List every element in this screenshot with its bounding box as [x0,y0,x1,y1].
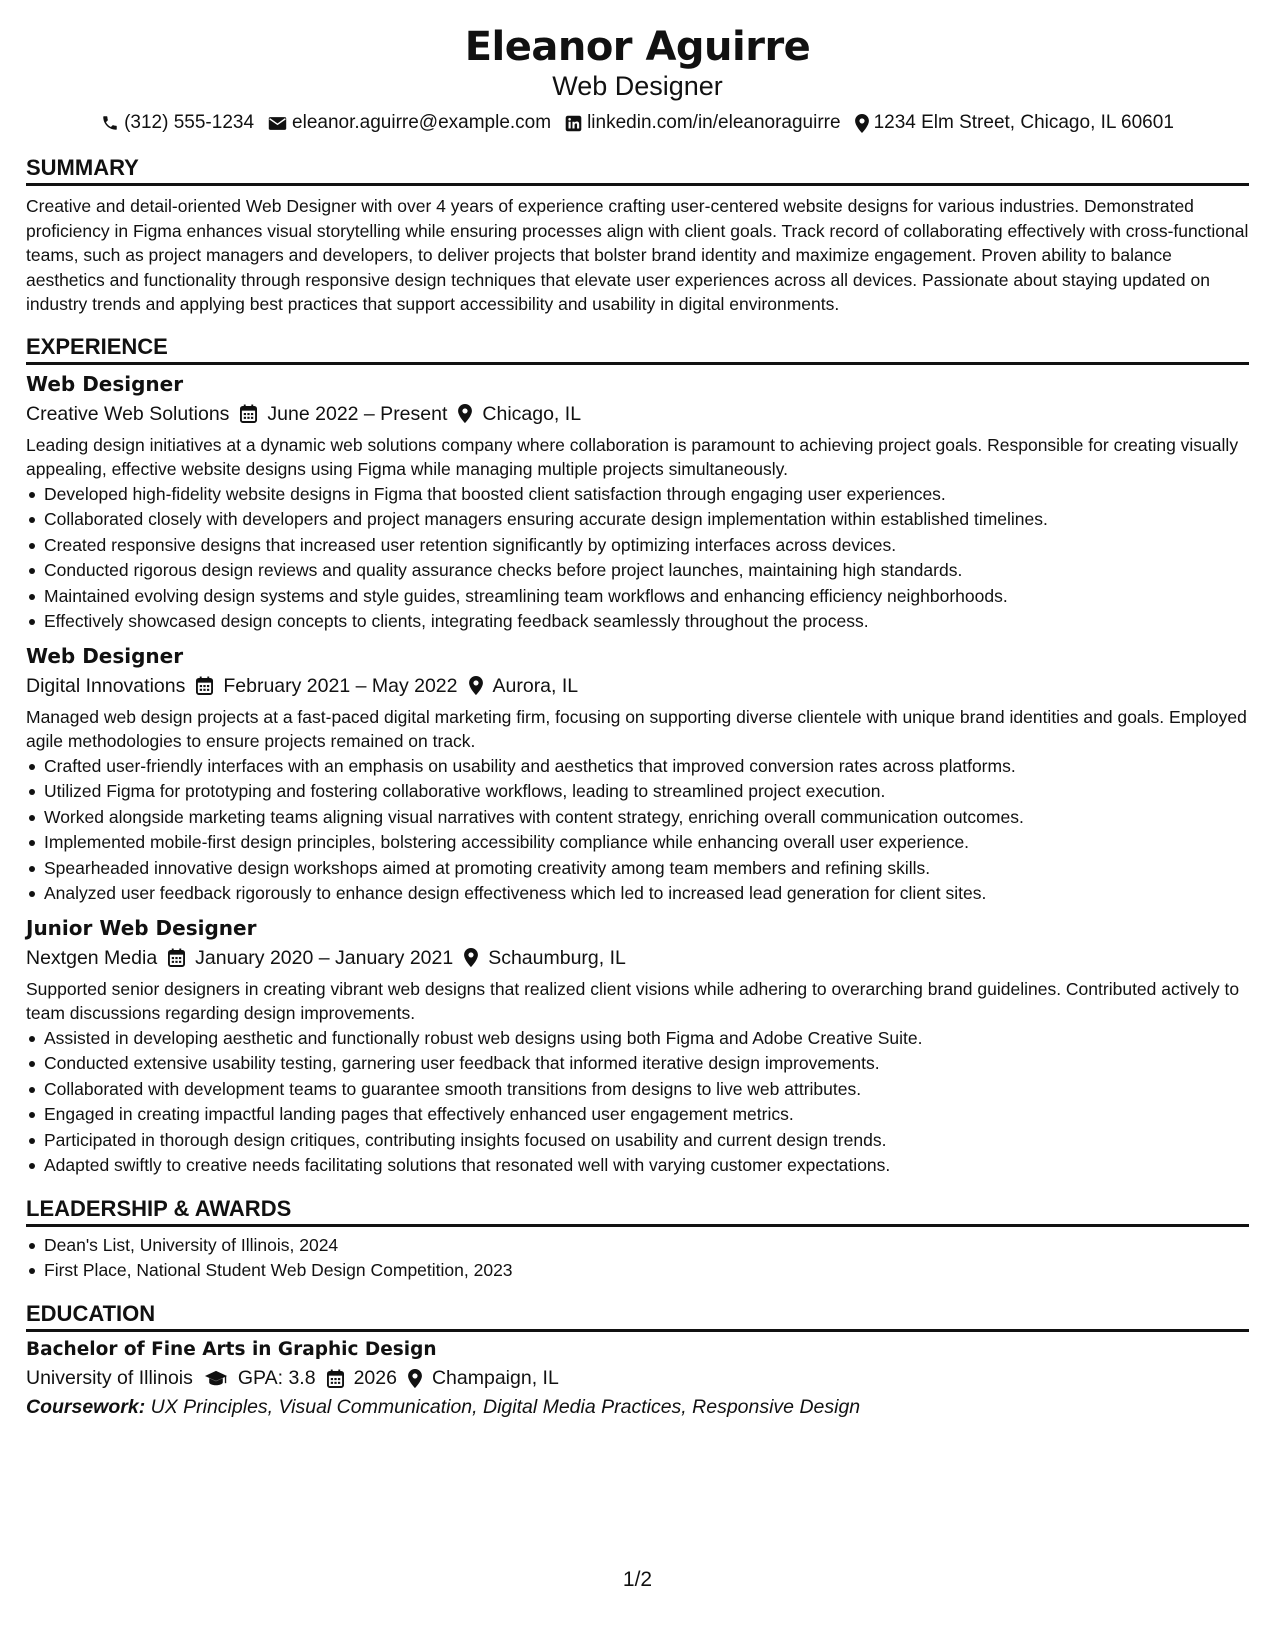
job-dates [240,399,447,429]
job-company: Creative Web Solutions [26,402,230,425]
contact-email-text: eleanor.aguirre@example.com [292,112,552,133]
section-title-summary: SUMMARY [26,148,1249,186]
list-item: First Place, National Student Web Design Competition, 2023 [44,1258,1249,1284]
calendar-icon [327,1369,344,1388]
graduation-cap-icon [204,1370,228,1387]
contact-address [855,110,1174,136]
list-item: Worked alongside marketing teams aligning visual narratives with content strategy, enriching overall communication outcomes. [44,805,1249,831]
contact-linkedin[interactable] [565,110,840,136]
education-location [408,1364,559,1393]
calendar-icon [196,676,213,695]
list-item: Assisted in developing aesthetic and functionally robust web designs using both Figma and Adobe Creative Suite. [44,1026,1249,1052]
job-company: Digital Innovations [26,674,186,697]
job-location-text: Aurora, IL [492,674,579,697]
coursework-label: Coursework: [26,1395,146,1418]
job-location-text: Chicago, IL [482,402,582,425]
job-bullets [26,754,1249,907]
job-title: Junior Web Designer [26,915,257,940]
contact-phone[interactable] [101,110,254,136]
job-location [458,399,581,429]
list-item: Maintained evolving design systems and style guides, streamlining team workflows and enhancing efficiency neighborhoods. [44,584,1249,610]
job-description: Supported senior designers in creating vibrant web designs that realized client visions while adhering to overarching brand guidelines. Contributed actively to team discussions regarding design improvements. [26,978,1240,1023]
job-meta [26,943,1249,973]
job-location [469,671,579,701]
envelope-icon [268,116,287,131]
job-entry [26,641,1249,907]
contact-email[interactable] [268,110,551,136]
linkedin-icon [565,115,582,132]
job-dates-text: February 2021 – May 2022 [223,674,458,697]
map-pin-icon [855,114,869,133]
job-dates [168,943,453,973]
candidate-name: Eleanor Aguirre [464,24,811,70]
education-year [327,1364,397,1393]
job-description: Managed web design projects at a fast-paced digital marketing firm, focusing on supporting diverse clientele with unique brand identities and goals. Employed agile methodologies to ensure projects remained on track. [26,706,1247,751]
summary-text: Creative and detail-oriented Web Designer with over 4 years of experience crafting user-centered website designs for various industries. Demonstrated proficiency in Figma enhances visual storytelling while ensuring processes align with client goals. Track record of collaborating effectively with cross-functional teams, such as project managers and developers, to deliver projects that bolster brand identity and maximize engagement. Proven ability to balance aesthetics and functionality through responsive design techniques that elevate user experiences across all devices. Passionate about staying updated on industry trends and applying best practices that support accessibility and usability in digital environments. [26,196,1249,314]
education-coursework [26,1393,1249,1421]
list-item: Crafted user-friendly interfaces with an emphasis on usability and aesthetics that improved conversion rates across platforms. [44,754,1249,780]
job-description: Leading design initiatives at a dynamic web solutions company where collaboration is paramount to achieving project goals. Responsible for creating visually appealing, effective website designs using Figma while managing multiple projects simultaneously. [26,434,1239,479]
map-pin-icon [469,676,483,695]
calendar-icon [168,948,185,967]
map-pin-icon [408,1369,422,1388]
job-meta [26,399,1249,429]
education-gpa [204,1364,316,1393]
list-item: Dean's List, University of Illinois, 2024 [44,1233,1249,1259]
map-pin-icon [458,404,472,423]
awards-section [26,1189,1249,1284]
coursework-list: UX Principles, Visual Communication, Digital Media Practices, Responsive Design [150,1395,861,1418]
list-item: Conducted extensive usability testing, garnering user feedback that informed iterative design improvements. [44,1051,1249,1077]
phone-icon [101,114,119,132]
contact-address-text: 1234 Elm Street, Chicago, IL 60601 [873,112,1174,133]
map-pin-icon [464,948,478,967]
education-gpa-text: GPA: 3.8 [237,1366,316,1389]
list-item: Adapted swiftly to creative needs facilitating solutions that resonated well with varying customer expectations. [44,1153,1249,1179]
job-bullets [26,482,1249,635]
job-title: Web Designer [26,643,184,668]
list-item: Created responsive designs that increased user retention significantly by optimizing interfaces across devices. [44,533,1249,559]
job-meta [26,671,1249,701]
awards-list [26,1233,1249,1284]
job-dates-text: June 2022 – Present [267,402,448,425]
list-item: Implemented mobile-first design principles, bolstering accessibility compliance while enhancing overall user experience. [44,830,1249,856]
list-item: Utilized Figma for prototyping and fostering collaborative workflows, leading to streamlined project execution. [44,779,1249,805]
education-school: University of Illinois [26,1366,193,1389]
job-company: Nextgen Media [26,946,158,969]
candidate-role: Web Designer [552,71,723,101]
summary-section [26,148,1249,317]
list-item: Effectively showcased design concepts to clients, integrating feedback seamlessly throughout the process. [44,609,1249,635]
list-item: Collaborated with development teams to guarantee smooth transitions from designs to live web attributes. [44,1077,1249,1103]
list-item: Conducted rigorous design reviews and quality assurance checks before project launches, maintaining high standards. [44,558,1249,584]
contact-phone-text: (312) 555-1234 [124,112,255,133]
education-section [26,1294,1249,1421]
job-dates [196,671,457,701]
job-bullets [26,1026,1249,1179]
job-location [464,943,626,973]
section-title-awards: LEADERSHIP & AWARDS [26,1189,1249,1227]
experience-section [26,327,1249,1179]
job-entry [26,369,1249,635]
section-title-experience: EXPERIENCE [26,327,1249,365]
resume-page [26,22,1249,1421]
job-dates-text: January 2020 – January 2021 [195,946,454,969]
section-title-education: EDUCATION [26,1294,1249,1332]
education-location-text: Champaign, IL [431,1366,559,1389]
calendar-icon [240,404,257,423]
list-item: Collaborated closely with developers and project managers ensuring accurate design implementation within established timelines. [44,507,1249,533]
education-meta [26,1364,1249,1393]
education-degree: Bachelor of Fine Arts in Graphic Design [26,1338,437,1360]
education-year-text: 2026 [353,1366,397,1389]
list-item: Analyzed user feedback rigorously to enhance design effectiveness which led to increased lead generation for client sites. [44,881,1249,907]
page-number: 1/2 [622,1568,653,1591]
list-item: Engaged in creating impactful landing pages that effectively enhanced user engagement metrics. [44,1102,1249,1128]
job-entry [26,913,1249,1179]
contact-bar [26,110,1249,136]
list-item: Participated in thorough design critiques, contributing insights focused on usability and current design trends. [44,1128,1249,1154]
list-item: Spearheaded innovative design workshops aimed at promoting creativity among team members and refining skills. [44,856,1249,882]
contact-linkedin-text: linkedin.com/in/eleanoraguirre [587,112,841,133]
job-location-text: Schaumburg, IL [488,946,626,969]
list-item: Developed high-fidelity website designs in Figma that boosted client satisfaction through engaging user experiences. [44,482,1249,508]
resume-header [26,22,1249,136]
job-title: Web Designer [26,371,184,396]
